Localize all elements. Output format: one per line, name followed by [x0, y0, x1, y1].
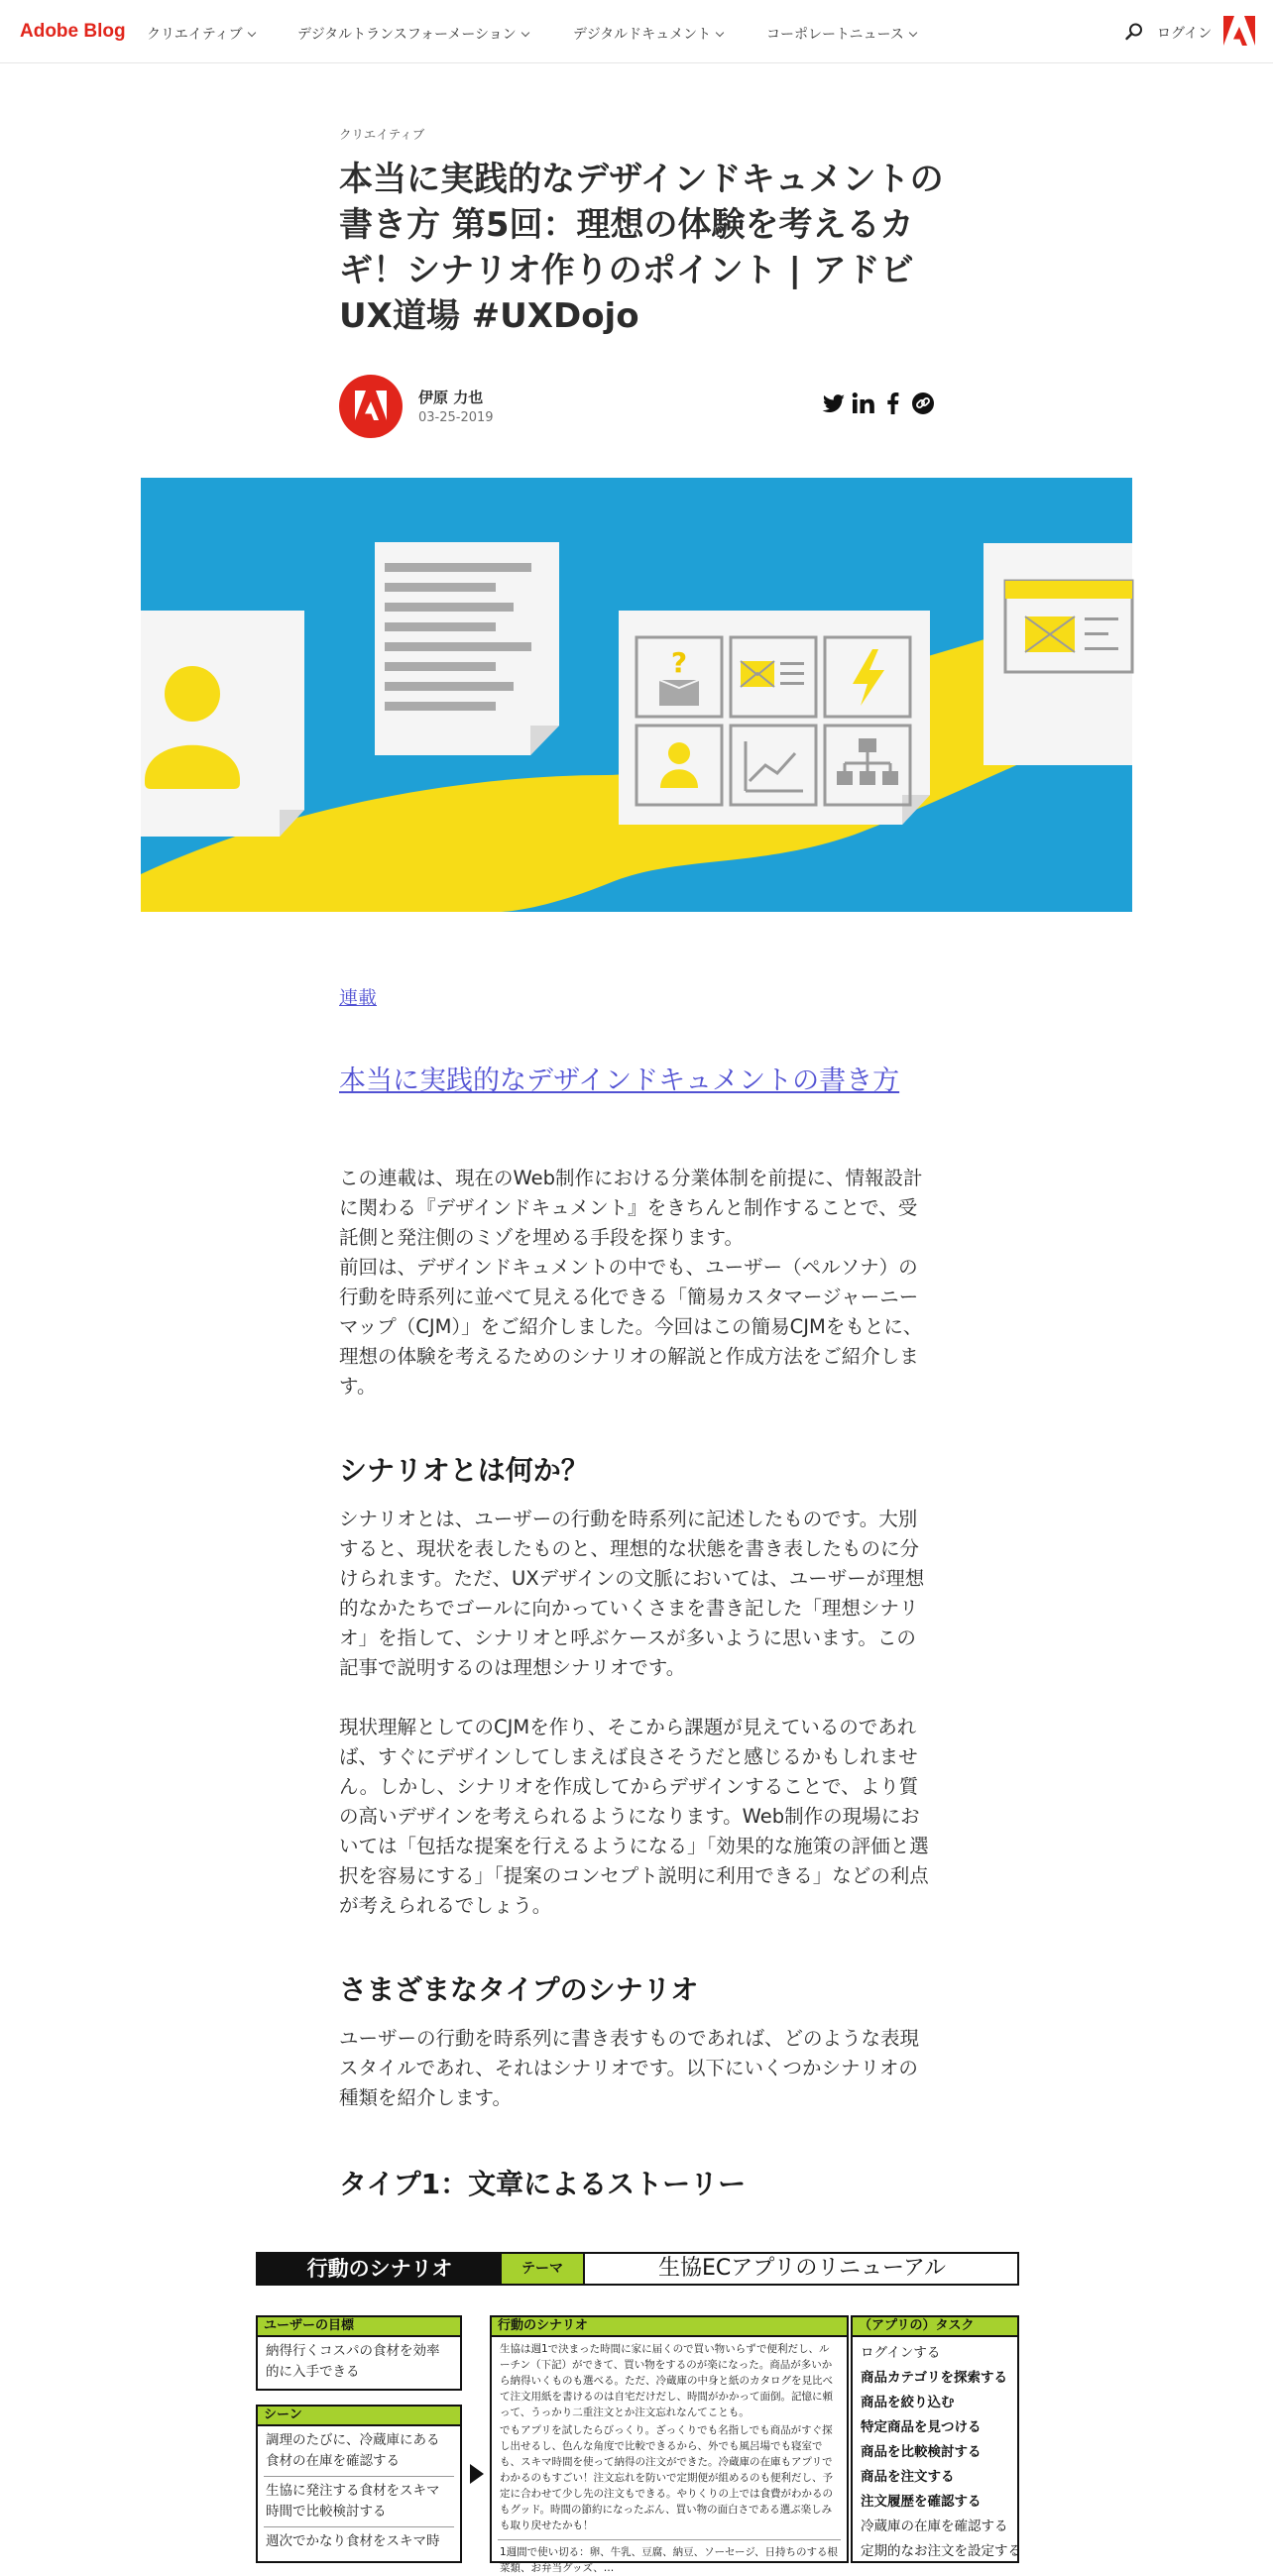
scenario-figure	[256, 2252, 1021, 2574]
scene-item: 週次でかなり食材をスキマ時	[264, 2526, 454, 2552]
task-item: 商品を比較検討する	[861, 2444, 982, 2460]
scene-item: 調理のたびに、冷蔵庫にある食材の在庫を確認する	[266, 2432, 440, 2469]
task-item: 冷蔵庫の在庫を確認する	[861, 2519, 1008, 2534]
nav-item-label: クリエイティブ	[147, 27, 243, 43]
figure-header	[256, 2252, 1019, 2286]
mail-card	[984, 543, 1132, 765]
goal-text: 納得行くコスパの食材を効率的に入手できる	[266, 2343, 440, 2380]
document-card	[375, 542, 559, 755]
arrow-right-icon	[468, 2462, 486, 2486]
intro-paragraph: この連載は、現在のWeb制作における分業体制を前提に、情報設計に関わる『デザインドキュメント』をきちんと制作することで、受託側と発注側のミゾを埋める手段を探ります。	[339, 1167, 923, 1249]
nav-item-digital-transformation[interactable]	[297, 24, 528, 44]
chevron-down-icon	[716, 29, 724, 37]
nav-item-creative[interactable]	[147, 24, 255, 44]
task-item: 定期的なお注文を設定する	[861, 2543, 1021, 2559]
task-item: 商品カテゴリを探索する	[861, 2370, 1007, 2386]
task-item: 注文履歴を確認する	[861, 2494, 982, 2510]
scenario-header: 行動のシナリオ	[492, 2317, 847, 2337]
nav-item-digital-document[interactable]	[573, 24, 723, 44]
person-card	[141, 611, 304, 837]
scenario-text: でもアプリを試したらびっくり。ざっくりでも名指しでも商品がすぐ探し出せるし、色んな角度で比較できるから、外でも風呂場でも寝室でも、スキマ時間を使って納得の注文ができた。冷蔵庫の在庫もアプリでわかるのもすごい！注文忘れを防いで定期便が組めるのも便利だし、予定に合わせて少し先の注文もできる。やりくりの上では食費がわかるのもグッド。時間の節約になったぶん、買い物の面白さである選ぶ楽しみも取り戻せたかも！	[500, 2424, 833, 2531]
task-item: ログインする	[861, 2345, 941, 2361]
heading-type1: タイプ1：文章によるストーリー	[339, 2168, 747, 2200]
link-icon[interactable]	[910, 391, 936, 416]
chevron-down-icon	[521, 29, 529, 37]
scene-header: シーン	[258, 2407, 460, 2426]
svg-text:?: ?	[670, 646, 688, 679]
article-title: 本当に実践的なデザインドキュメントの書き方 第5回：理想の体験を考えるカギ！シナリオ作りのポイント | アドビUX道場 #UXDojo	[339, 160, 944, 336]
publish-date: 03-25-2019	[418, 410, 494, 425]
intro-paragraph-previous: 前回は、デザインドキュメントの中でも、ユーザー（ペルソナ）の行動を時系列に並べて見える化できる「簡易カスタマージャーニーマップ（CJM）」をご紹介しました。今回はこの簡易CJMをもとに、理想の体験を考えるためのシナリオの解説と作成方法をご紹介します。	[339, 1256, 923, 1398]
chevron-down-icon	[909, 29, 917, 37]
chevron-down-icon	[247, 29, 255, 37]
adobe-logo-icon[interactable]	[1223, 16, 1255, 46]
figure-header-title: 行動のシナリオ	[258, 2254, 502, 2284]
goal-header: ユーザーの目標	[258, 2317, 460, 2337]
adobe-logo-icon	[353, 389, 389, 424]
task-item: 特定商品を見つける	[861, 2419, 982, 2435]
goal-box	[256, 2315, 462, 2391]
author-name: 伊原 力也	[418, 389, 484, 406]
scene-item: 生協に発注する食材をスキマ時間で比較検討する	[264, 2476, 454, 2522]
heading-scenario-types: さまざまなタイプのシナリオ	[339, 1973, 699, 2006]
heading-what-is-scenario: シナリオとは何か？	[339, 1454, 589, 1487]
hero-illustration	[141, 478, 1132, 912]
series-title-link[interactable]: 本当に実践的なデザインドキュメントの書き方	[339, 1065, 900, 1096]
task-item: 商品を注文する	[861, 2469, 955, 2485]
scenario-text: 1週間で使い切る：卵、牛乳、豆腐、納豆、ソーセージ、日持ちのする根菜類、お弁当グッズ、…	[498, 2539, 841, 2576]
brand-link[interactable]: Adobe Blog	[20, 21, 126, 42]
scenario-paragraph-1: シナリオとは、ユーザーの行動を時系列に記述したものです。大別すると、現状を表したものと、理想的な状態を書き表したものに分けられます。ただ、UXデザインの文脈においては、ユーザーが理想的なかたちでゴールに向かっていくさまを書き記した「理想シナリオ」を指して、シナリオと呼ぶケースが多いように思います。この記事で説明するのは理想シナリオです。	[339, 1508, 925, 1679]
nav-item-label: コーポレートニュース	[766, 27, 904, 43]
twitter-icon[interactable]	[821, 391, 847, 416]
task-item: 商品を絞り込む	[861, 2395, 955, 2410]
nav-item-label: デジタルドキュメント	[573, 27, 712, 43]
scenario-box	[490, 2315, 849, 2574]
series-link[interactable]: 連載	[339, 987, 378, 1009]
login-link[interactable]: ログイン	[1157, 26, 1213, 42]
nav-item-label: デジタルトランスフォーメーション	[297, 27, 517, 43]
task-list	[853, 2337, 1021, 2564]
scenario-paragraph-2: 現状理解としてのCJMを作り、そこから課題が見えているのであれば、すぐにデザインしてしまえば良さそうだと感じるかもしれません。しかし、シナリオを作成してからデザインすることで、より質の高いデザインを考えられるようになります。Web制作の現場においては「包括な提案を行えるようになる」「効果的な施策の評価と選択を容易にする」「提案のコンセプト説明に利用できる」などの利点が考えられるでしょう。	[339, 1716, 929, 1917]
scenario-types-paragraph: ユーザーの行動を時系列に書き表すものであれば、どのような表現スタイルであれ、それはシナリオです。以下にいくつかシナリオの種類を紹介します。	[339, 2027, 920, 2109]
linkedin-icon[interactable]	[851, 391, 876, 416]
article-category[interactable]: クリエイティブ	[339, 127, 425, 142]
icon-grid-card	[619, 611, 930, 825]
search-icon[interactable]	[1124, 22, 1144, 42]
facebook-icon[interactable]	[880, 391, 906, 416]
scenario-text: 生協は週1で決まった時間に家に届くので買い物いらずで便利だし、ルーチン（下記）ができて、買い物をするのが楽になった。商品が多いから納得いくものも選べる。ただ、冷蔵庫の中身と紙のカタログを見比べて注文用紙を書けるのは自宅だけだし、時間がかかって面倒。記憶に頼って、うっかり二重注文とか注文忘れなんてことも。	[500, 2343, 833, 2418]
task-header: （アプリの）タスク	[853, 2317, 1017, 2337]
top-navigation	[0, 0, 1273, 63]
scene-box	[256, 2405, 462, 2563]
figure-theme-label: テーマ	[502, 2254, 585, 2284]
nav-item-corporate-news[interactable]	[766, 24, 916, 44]
author-avatar	[339, 375, 403, 438]
task-box	[851, 2315, 1019, 2563]
figure-theme-value: 生協ECアプリのリニューアル	[658, 2256, 946, 2281]
